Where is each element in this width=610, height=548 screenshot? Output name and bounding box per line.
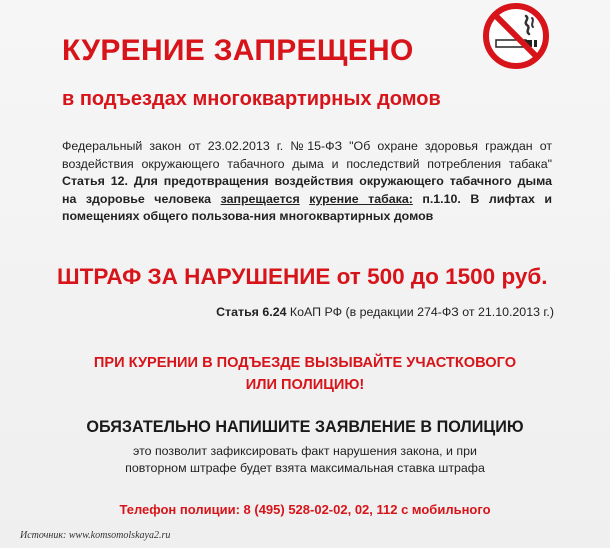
- call-police-line1: ПРИ КУРЕНИИ В ПОДЪЕЗДЕ ВЫЗЫВАЙТЕ УЧАСТКОВОГО: [93, 355, 517, 371]
- article-reference: [216, 305, 554, 319]
- fine-heading: ШТРАФ ЗА НАРУШЕНИЕ от 500 до 1500 руб.: [57, 264, 548, 289]
- statement-explanation: [40, 443, 570, 477]
- law-text-points: п.1.10. В лифтах и помещениях общего пользова-ния многоквартирных домов: [62, 191, 552, 224]
- police-phone: Телефон полиции: 8 (495) 528-02-02, 02, 112 с мобильного: [119, 502, 491, 517]
- law-prohibited: запрещается: [220, 191, 300, 206]
- no-smoking-icon: [482, 2, 550, 70]
- law-article-bold: Статья 12. Для предотвращения воздействия окружающего табачного дыма на здоровье человека: [62, 174, 552, 206]
- article-details: КоАП РФ (в редакции 274-ФЗ от 21.10.2013 г.): [286, 305, 554, 319]
- source-credit: Источник: www.komsomolskaya2.ru: [20, 530, 171, 541]
- statement-line2: повторном штрафе будет взята максимальная ставка штрафа: [125, 461, 485, 475]
- call-police-notice: [40, 352, 570, 396]
- statement-line1: это позволит зафиксировать факт нарушения закона, и при: [133, 444, 477, 458]
- sign-subtitle: в подъездах многоквартирных домов: [62, 88, 441, 110]
- law-smoking: курение табака:: [309, 191, 413, 206]
- call-police-line2: ИЛИ ПОЛИЦИЮ!: [245, 377, 365, 393]
- sign-title: КУРЕНИЕ ЗАПРЕЩЕНО: [62, 34, 414, 67]
- law-paragraph: [62, 138, 552, 226]
- statement-heading: ОБЯЗАТЕЛЬНО НАПИШИТЕ ЗАЯВЛЕНИЕ В ПОЛИЦИЮ: [86, 418, 524, 436]
- article-number: Статья 6.24: [216, 305, 287, 319]
- law-text-intro: Федеральный закон от 23.02.2013 г. №15-ФЗ "Об охране здоровья граждан от воздействия окружающего табачного дыма и последствий потребления табака": [62, 139, 552, 171]
